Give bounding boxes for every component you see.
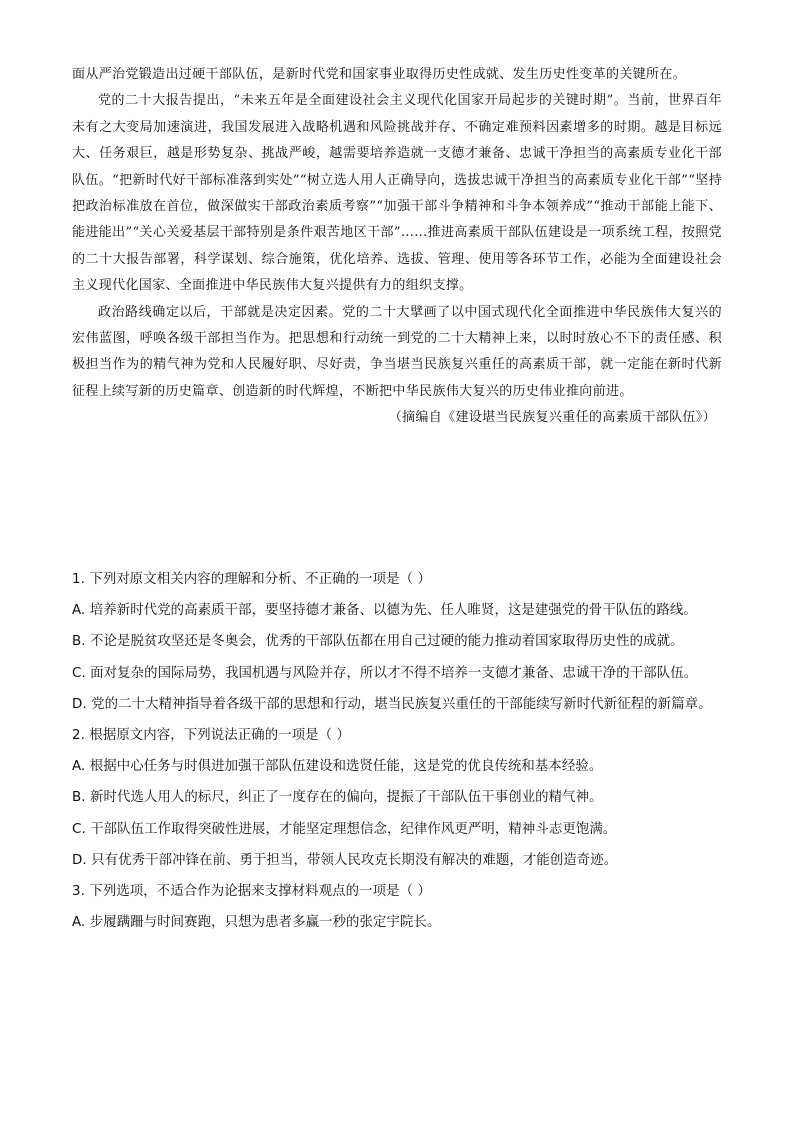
question-1-option-d: D. 党的二十大精神指导着各级干部的思想和行动，堪当民族复兴重任的干部能续写新时代新征程的新篇章。 — [72, 696, 712, 712]
question-3-option-a: A. 步履蹒跚与时间赛跑，只想为患者多赢一秒的张定宇院长。 — [72, 915, 441, 931]
question-list — [72, 564, 722, 938]
question-1-option-c: C. 面对复杂的国际局势，我国机遇与风险并存，所以才不得不培养一支德才兼备、忠诚干净的干部队伍。 — [72, 665, 698, 681]
question-1-stem: 1. 下列对原文相关内容的理解和分析、不正确的一项是（ ） — [72, 572, 431, 587]
question-3-stem: 3. 下列选项，不适合作为论据来支撑材料观点的一项是（ ） — [72, 884, 431, 900]
passage-source: （摘编自《建设堪当民族复兴重任的高素质干部队伍》） — [388, 410, 716, 426]
question-2-stem: 2. 根据原文内容，下列说法正确的一项是（ ） — [72, 728, 351, 744]
question-2-option-a: A. 根据中心任务与时俱进加强干部队伍建设和选贤任能，这是党的优良传统和基本经验。 — [72, 759, 603, 775]
question-1-option-a: A. 培养新时代党的高素质干部，要坚持德才兼备、以德为先、任人唯贤，这是建强党的骨干队伍的路线。 — [72, 603, 697, 619]
question-2-option-d: D. 只有优秀干部冲锋在前、勇于担当，带领人民攻克长期没有解决的难题，才能创造奇迹。 — [72, 852, 618, 868]
question-1-option-b: B. 不论是脱贫攻坚还是冬奥会，优秀的干部队伍都在用自己过硬的能力推动着国家取得历史性的成就。 — [72, 634, 684, 650]
question-2-option-c: C. 干部队伍工作取得突破性进展，才能坚定理想信念，纪律作风更严明，精神斗志更饱满。 — [72, 821, 617, 837]
passage-paragraph-3: 政治路线确定以后，干部就是决定因素。党的二十大擘画了以中国式现代化全面推进中华民族伟大复兴的宏伟蓝图，呼唤各级干部担当作为。把思想和行动统一到党的二十大精神上来，以时时放心不下的责任感、积极担当作为的精气神为党和人民履好职、尽好责，争当堪当民族复兴重任的高素质干部，就一定能在新时代新征程上续写新的历史篇章、创造新的时代辉煌，不断把中华民族伟大复兴的历史伟业推向前进。 — [72, 304, 722, 399]
passage-paragraph-2: 党的二十大报告提出，“未来五年是全面建设社会主义现代化国家开局起步的关键时期”。当前，世界百年未有之大变局加速演进，我国发展进入战略机遇和风险挑战并存、不确定难预料因素增多的时期。越是目标远大、任务艰巨，越是形势复杂、挑战严峻，越需要培养造就一支德才兼备、忠诚干净担当的高素质专业化干部队伍。“把新时代好干部标准落到实处”“树立选人用人正确导向，选拔忠诚干净担当的高素质专业化干部”“坚持把政治标准放在首位，做深做实干部政治素质考察”“加强干部斗争精神和斗争本领养成”“推动干部能上能下、能进能出”“关心关爱基层干部特别是条件艰苦地区干部”……推进高素质干部队伍建设是一项系统工程，按照党的二十大报告部署，科学谋划、综合施策，优化培养、选拔、管理、使用等各环节工作，必能为全面建设社会主义现代化国家、全面推进中华民族伟大复兴提供有力的组织支撑。 — [72, 93, 722, 294]
passage-paragraph-1: 面从严治党锻造出过硬干部队伍，是新时代党和国家事业取得历史性成就、发生历史性变革的关键所在。 — [72, 67, 687, 82]
question-2-option-b: B. 新时代选人用人的标尺，纠正了一度存在的偏向，提振了干部队伍干事创业的精气神。 — [72, 790, 603, 806]
reading-passage — [72, 62, 722, 432]
